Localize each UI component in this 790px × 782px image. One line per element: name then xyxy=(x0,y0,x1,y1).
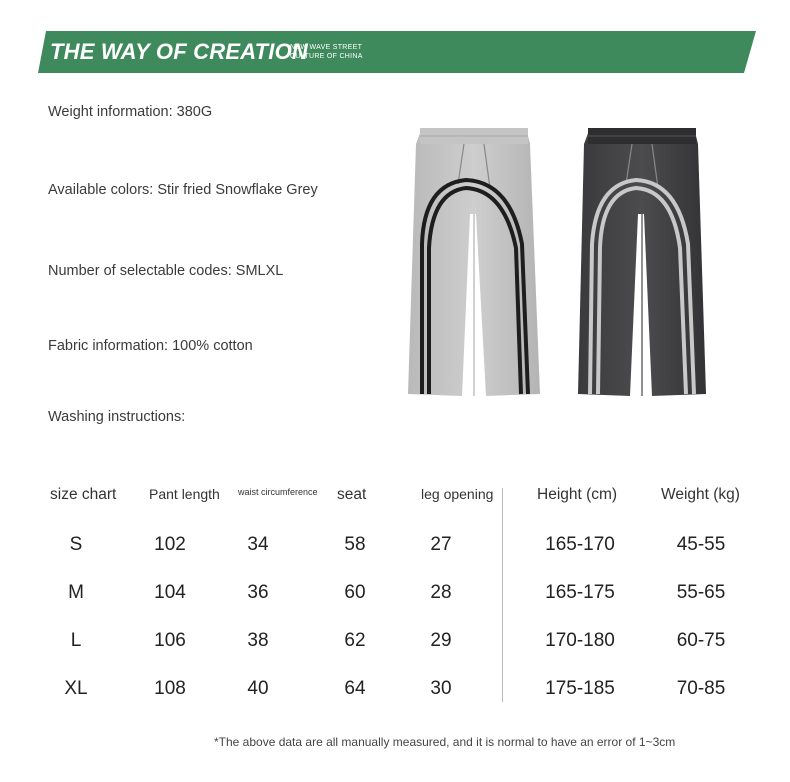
measurement-footnote: *The above data are all manually measured, and it is normal to have an error of 1~3cm xyxy=(214,735,676,749)
black-pants-icon xyxy=(572,124,712,398)
table-row xyxy=(0,582,790,612)
cell-pant-length: 104 xyxy=(154,582,186,603)
cell-waist: 38 xyxy=(247,630,269,651)
cell-size: S xyxy=(69,534,83,555)
header-height: Height (cm) xyxy=(537,486,618,503)
weight-info: Weight information: 380G xyxy=(48,104,213,120)
cell-size: M xyxy=(68,582,84,603)
cell-pant-length: 106 xyxy=(154,630,186,651)
header-waist: waist circumference xyxy=(238,487,318,497)
banner-subtitle-line1: NEW WAVE STREET xyxy=(290,44,363,51)
banner-title: THE WAY OF CREATION xyxy=(50,39,309,64)
table-row xyxy=(0,534,790,564)
cell-leg-opening: 30 xyxy=(430,678,452,699)
cell-seat: 58 xyxy=(344,534,366,555)
header-weight: Weight (kg) xyxy=(661,486,740,503)
cell-seat: 62 xyxy=(344,630,366,651)
cell-height: 175-185 xyxy=(545,678,615,699)
cell-weight: 45-55 xyxy=(676,534,726,555)
cell-weight: 70-85 xyxy=(676,678,726,699)
cell-waist: 40 xyxy=(247,678,269,699)
header-banner xyxy=(38,31,756,73)
cell-waist: 34 xyxy=(247,534,269,555)
banner-subtitle xyxy=(290,43,363,61)
cell-leg-opening: 29 xyxy=(430,630,452,651)
washing-info: Washing instructions: xyxy=(48,409,186,425)
table-row xyxy=(0,630,790,660)
cell-pant-length: 102 xyxy=(154,534,186,555)
cell-height: 165-175 xyxy=(545,582,615,603)
cell-weight: 55-65 xyxy=(676,582,726,603)
banner-subtitle-line2: CULTURE OF CHINA xyxy=(290,53,363,60)
cell-seat: 64 xyxy=(344,678,366,699)
cell-size: L xyxy=(70,630,82,651)
cell-pant-length: 108 xyxy=(154,678,186,699)
header-seat: seat xyxy=(337,486,367,503)
cell-weight: 60-75 xyxy=(676,630,726,651)
cell-height: 170-180 xyxy=(545,630,615,651)
cell-height: 165-170 xyxy=(545,534,615,555)
table-row xyxy=(0,678,790,708)
cell-leg-opening: 28 xyxy=(430,582,452,603)
grey-pants-icon xyxy=(404,124,544,398)
fabric-info: Fabric information: 100% cotton xyxy=(48,338,253,354)
colors-info: Available colors: Stir fried Snowflake Grey xyxy=(48,182,318,198)
header-leg-opening: leg opening xyxy=(421,486,494,502)
cell-size: XL xyxy=(64,678,88,699)
cell-waist: 36 xyxy=(247,582,269,603)
codes-info: Number of selectable codes: SMLXL xyxy=(48,263,284,279)
cell-seat: 60 xyxy=(344,582,366,603)
cell-leg-opening: 27 xyxy=(430,534,452,555)
header-size-chart: size chart xyxy=(50,486,117,503)
header-pant-length: Pant length xyxy=(149,486,220,502)
